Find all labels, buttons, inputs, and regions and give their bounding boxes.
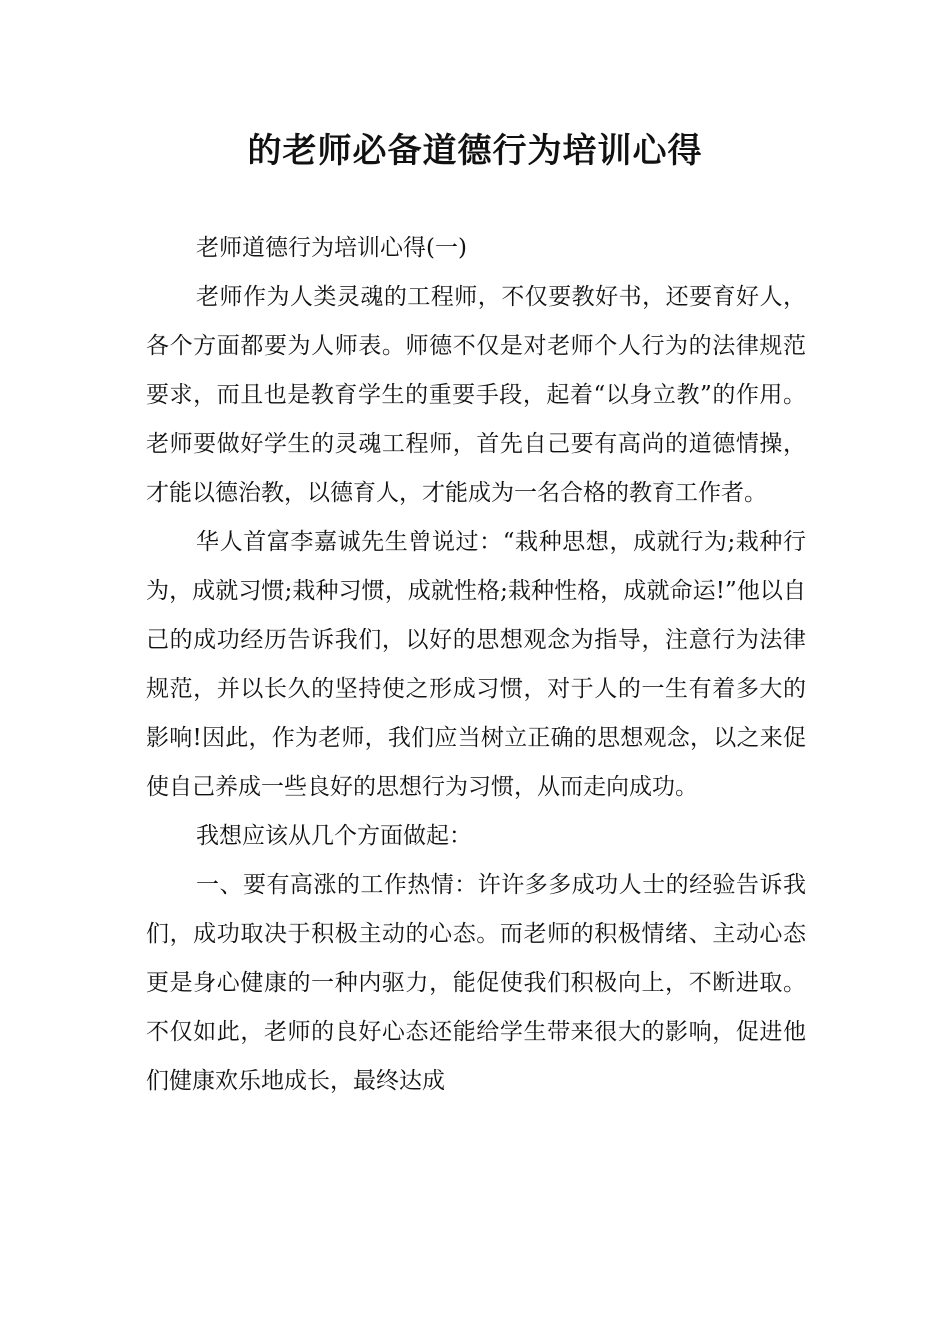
- document-title: 的老师必备道德行为培训心得: [247, 131, 703, 171]
- paragraph-subtitle: 老师道德行为培训心得(一): [196, 235, 467, 261]
- paragraph: 我想应该从几个方面做起：: [196, 823, 472, 849]
- paragraph: 一、要有高涨的工作热情：许许多多成功人士的经验告诉我们，成功取决于积极主动的心态。而老师的积极情绪、主动心态更是身心健康的一种内驱力，能促使我们积极向上，不断进取。不仅如此，老师的良好心态还能给学生带来很大的影响，促进他们健康欢乐地成长，最终达成: [146, 872, 806, 1094]
- document-body: [146, 224, 806, 1106]
- paragraph: 老师作为人类灵魂的工程师，不仅要教好书，还要育好人，各个方面都要为人师表。师德不仅是对老师个人行为的法律规范要求，而且也是教育学生的重要手段，起着“以身立教”的作用。老师要做好学生的灵魂工程师，首先自己要有高尚的道德情操，才能以德治教，以德育人，才能成为一名合格的教育工作者。: [146, 284, 806, 506]
- paragraph: 华人首富李嘉诚先生曾说过：“栽种思想，成就行为;栽种行为，成就习惯;栽种习惯，成就性格;栽种性格，成就命运!”他以自己的成功经历告诉我们，以好的思想观念为指导，注意行为法律规范，并以长久的坚持使之形成习惯，对于人的一生有着多大的影响!因此，作为老师，我们应当树立正确的思想观念，以之来促使自己养成一些良好的思想行为习惯，从而走向成功。: [146, 529, 806, 800]
